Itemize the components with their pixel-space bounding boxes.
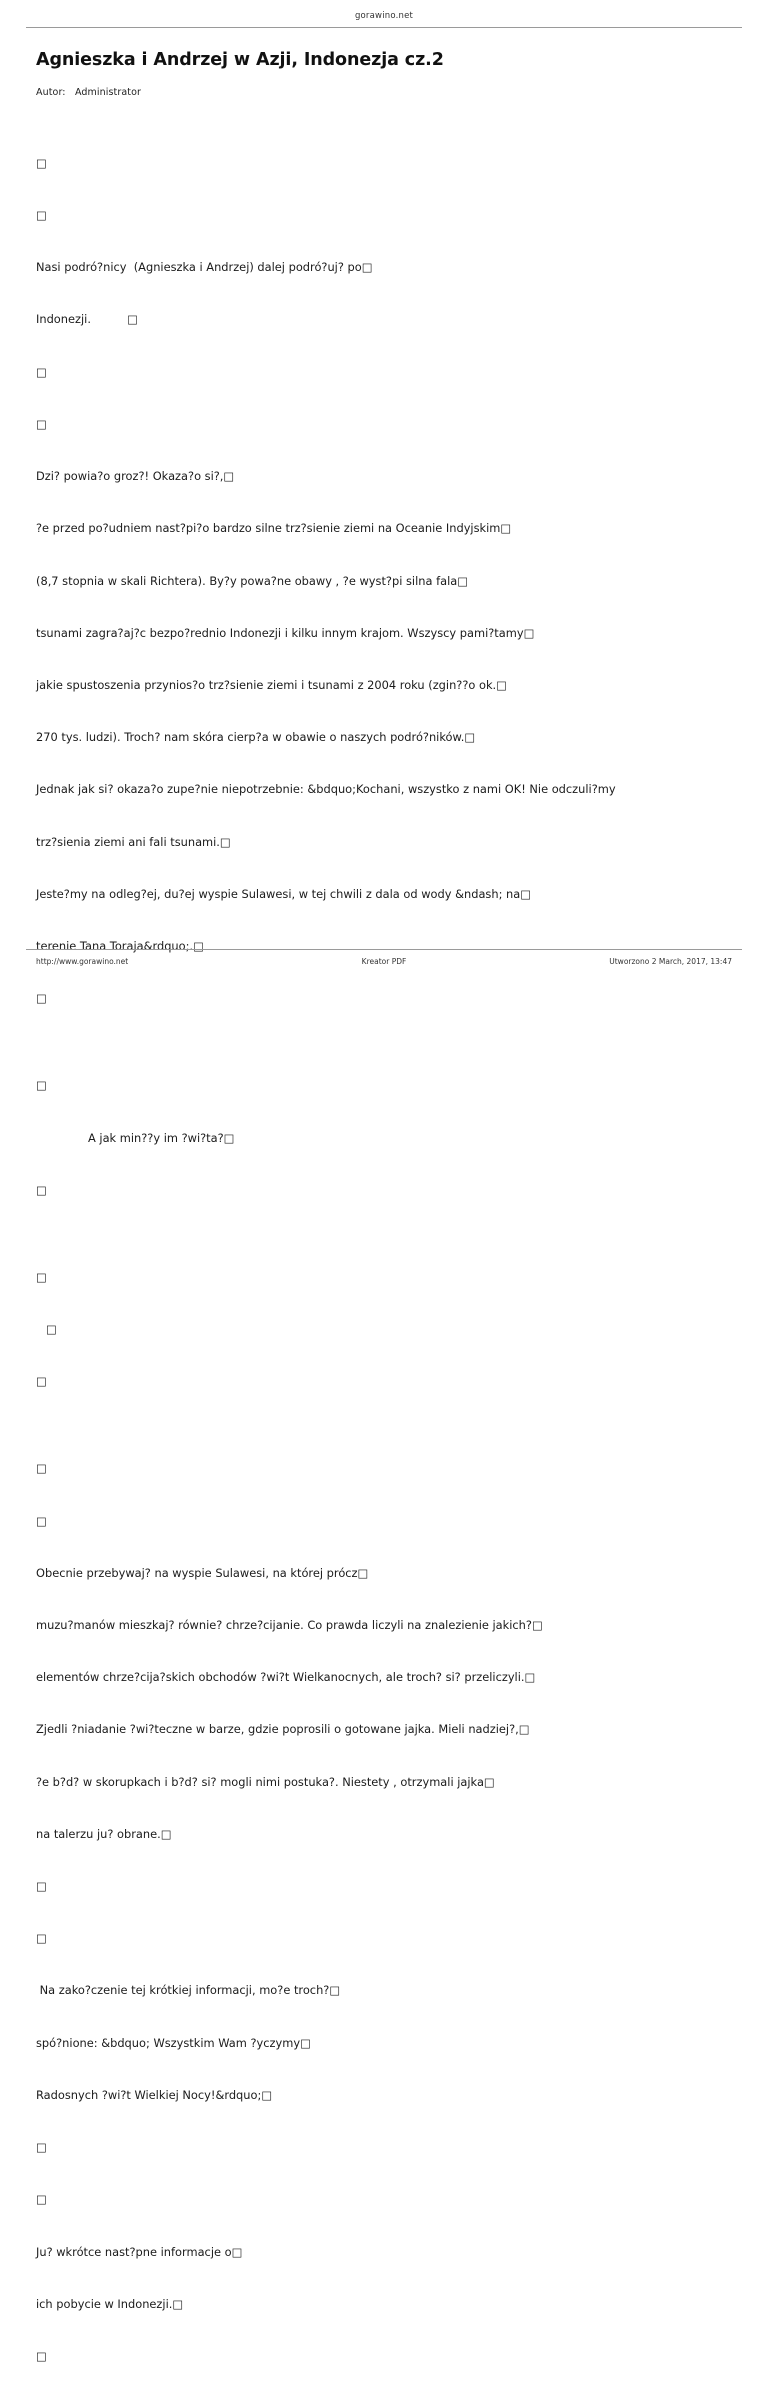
body-line: □ xyxy=(36,1269,47,1284)
body-line: (8,7 stopnia w skali Richtera). By?y powa?ne obawy , ?e wyst?pi silna fala□ xyxy=(36,573,468,588)
body-line: Zjedli ?niadanie ?wi?teczne w barze, gdzie poprosili o gotowane jajka. Mieli nadziej?,□ xyxy=(36,1722,530,1737)
body-line: Ju? wkrótce nast?pne informacje o□ xyxy=(36,2244,243,2259)
site-name: gorawino.net xyxy=(354,11,414,21)
body-line: na talerzu ju? obrane.□ xyxy=(36,1826,172,1841)
body-line-indented: A jak min??y im ?wi?ta?□ xyxy=(88,1130,235,1145)
author-name: Administrator xyxy=(74,87,142,98)
body-line: □ xyxy=(36,2140,47,2155)
body-line: tsunami zagra?aj?c bezpo?rednio Indonezji i kilku innym krajom. Wszyscy pami?tamy□ xyxy=(36,625,535,640)
body-line: □ xyxy=(36,1879,47,1894)
author-label: Autor: xyxy=(36,87,66,98)
author-line xyxy=(36,87,732,98)
body-line: □ xyxy=(36,2192,47,2207)
body-line: □ xyxy=(36,2349,47,2363)
body-line: spó?nione: &bdquo; Wszystkim Wam ?yczymy□ xyxy=(36,2035,311,2050)
body-line: Na zako?czenie tej krótkiej informacji, mo?e troch?□ xyxy=(36,1983,341,1998)
footer-timestamp: Utworzono 2 March, 2017, 13:47 xyxy=(609,957,732,966)
footer-url: http://www.gorawino.net xyxy=(36,957,129,966)
body-line: ich pobycie w Indonezji.□ xyxy=(36,2296,184,2311)
body-line: elementów chrze?cija?skich obchodów ?wi?t Wielkanocnych, ale troch? si? przeliczyli.□ xyxy=(36,1670,536,1685)
article-body xyxy=(36,120,732,2400)
body-line: Jednak jak si? okaza?o zupe?nie niepotrzebnie: &bdquo;Kochani, wszystko z nami OK! Nie odczuli?my xyxy=(36,782,616,797)
body-line: □ xyxy=(36,1931,47,1946)
body-line: jakie spustoszenia przynios?o trz?sienie ziemi i tsunami z 2004 roku (zgin??o ok.□ xyxy=(36,678,507,692)
body-line: ?e przed po?udniem nast?pi?o bardzo silne trz?sienie ziemi na Oceanie Indyjskim□ xyxy=(36,521,512,536)
body-line: ?e b?d? w skorupkach i b?d? si? mogli nimi postuka?. Niestety , otrzymali jajka□ xyxy=(36,1774,495,1789)
body-line: Nasi podró?nicy (Agnieszka i Andrzej) dalej podró?uj? po□ xyxy=(36,260,373,275)
body-line: terenie Tana Toraja&rdquo;.□ xyxy=(36,939,204,954)
body-line: Indonezji. □ xyxy=(36,312,138,327)
body-line: Jeste?my na odleg?ej, du?ej wyspie Sulawesi, w tej chwili z dala od wody &ndash; na□ xyxy=(36,886,531,901)
body-line: □ xyxy=(36,991,47,1006)
body-line: □ xyxy=(36,1513,47,1528)
body-line-indented: □ xyxy=(46,1322,57,1337)
document-content xyxy=(0,50,768,2400)
header-divider xyxy=(26,27,742,28)
body-line: trz?sienia ziemi ani fali tsunami.□ xyxy=(36,834,231,849)
body-line: □ xyxy=(36,155,47,170)
body-line: □ xyxy=(36,364,47,379)
body-line: □ xyxy=(36,1078,47,1093)
page-title: Agnieszka i Andrzej w Azji, Indonezja cz.2 xyxy=(36,50,444,70)
body-line: Obecnie przebywaj? na wyspie Sulawesi, na której prócz□ xyxy=(36,1565,369,1580)
body-line: □ xyxy=(36,1182,47,1197)
body-line: 270 tys. ludzi). Troch? nam skóra cierp?a w obawie o naszych podró?ników.□ xyxy=(36,730,476,745)
body-line: □ xyxy=(36,1461,47,1476)
body-line: Dzi? powia?o groz?! Okaza?o si?,□ xyxy=(36,469,235,484)
body-line: □ xyxy=(36,1374,47,1389)
page-footer xyxy=(36,957,732,966)
footer-generator: Kreator PDF xyxy=(361,957,407,966)
footer-divider xyxy=(26,949,742,950)
body-line: muzu?manów mieszkaj? równie? chrze?cijanie. Co prawda liczyli na znalezienie jakich?□ xyxy=(36,1617,543,1632)
body-line: Radosnych ?wi?t Wielkiej Nocy!&rdquo;□ xyxy=(36,2087,273,2102)
body-line: □ xyxy=(36,416,47,431)
body-line: □ xyxy=(36,208,47,223)
